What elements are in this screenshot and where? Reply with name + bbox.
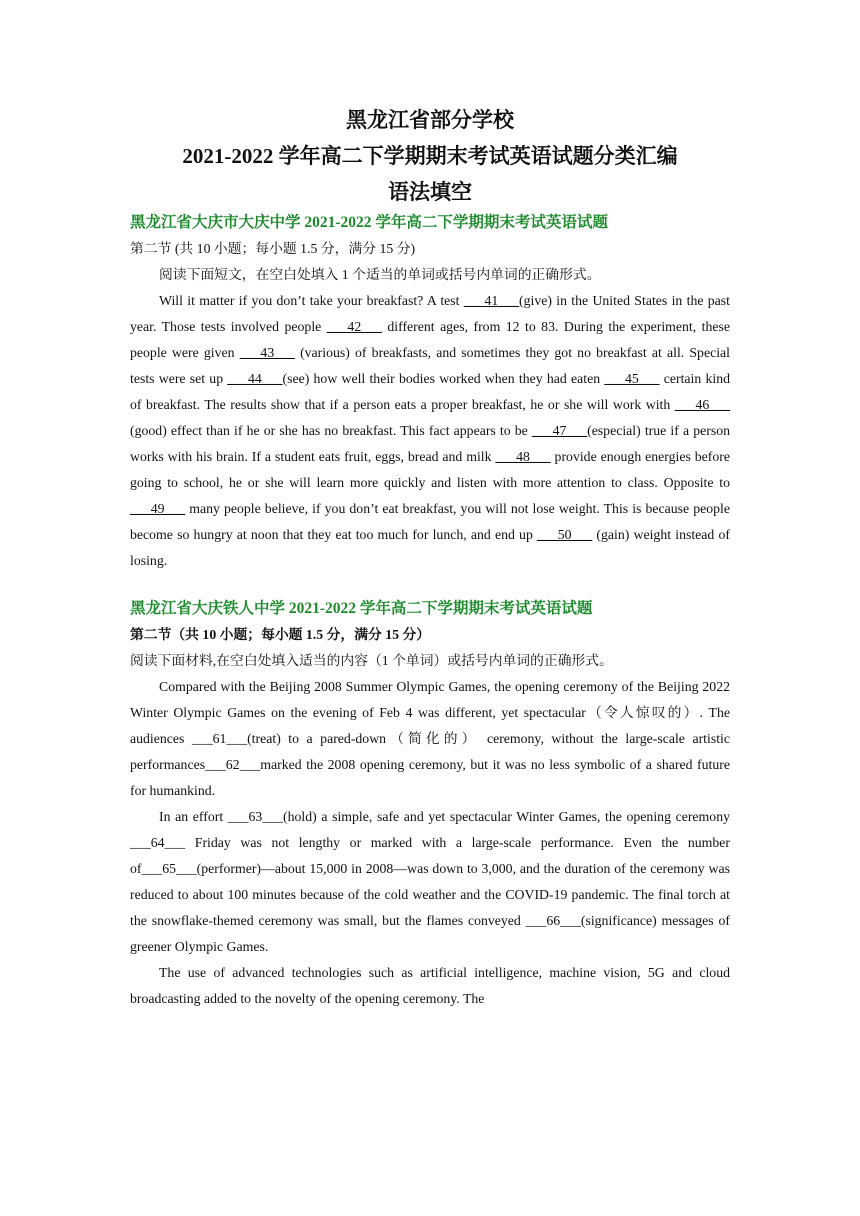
section1-part: 第二节 (共 10 小题；每小题 1.5 分，满分 15 分) <box>130 241 416 256</box>
document-page <box>130 102 730 1012</box>
section2-part: 第二节（共 10 小题；每小题 1.5 分，满分 15 分） <box>130 627 431 642</box>
section1-heading: 黑龙江省大庆市大庆中学 2021-2022 学年高二下学期期末考试英语试题 <box>130 214 608 231</box>
passage-text: (give) in the United States in the past year. Those tests involved people <box>130 293 730 334</box>
blank-42: ___42___ <box>326 319 382 334</box>
passage-text: (especial) true if a person works with his brain. If a student eats fruit, eggs, bread and milk <box>130 423 730 464</box>
section2-paragraph-1: Compared with the Beijing 2008 Summer Olympic Games, the opening ceremony of the Beijing 2022 Winter Olympic Games on the evening of Feb 4 was different, yet spectacular（令人惊叹的）. The audiences ___61___(treat) to a pared-down（简化的） ceremony, without the large-scale artistic performances___62___marked the 2008 opening ceremony, but it was no less symbolic of a shared future for humankind. <box>130 679 730 798</box>
blank-48: ___48___ <box>495 449 551 464</box>
passage-text: (good) effect than if he or she has no breakfast. This fact appears to be <box>130 423 532 438</box>
doc-title-line3: 语法填空 <box>388 180 472 204</box>
passage-text: different ages, from 12 to 83. During the experiment, these people were given <box>130 319 731 360</box>
section1-instruction: 阅读下面短文，在空白处填入 1 个适当的单词或括号内单词的正确形式。 <box>159 267 601 282</box>
section2-instruction: 阅读下面材料,在空白处填入适当的内容（1 个单词）或括号内单词的正确形式。 <box>130 653 613 668</box>
section1-passage <box>130 288 730 574</box>
section2-paragraph-2: In an effort ___63___(hold) a simple, safe and yet spectacular Winter Games, the opening ceremony ___64___ Friday was not lengthy or marked with a large-scale performance. Even the number of___65___(performer)—about 15,000 in 2008—was down to 3,000, and the duration of the ceremony was reduced to about 100 minutes because of the cold weather and the COVID-19 pandemic. The final torch at the snowflake-themed ceremony was small, but the flames conveyed ___66___(significance) messages of greener Olympic Games. <box>130 809 730 954</box>
blank-43: ___43___ <box>239 345 295 360</box>
doc-title-line1: 黑龙江省部分学校 <box>346 108 514 132</box>
section-spacer <box>130 574 730 596</box>
blank-47: ___47___ <box>531 423 588 438</box>
passage-text: provide enough energies before going to school, he or she will learn more quickly and listen with more attention to class. Opposite to <box>130 449 731 490</box>
passage-text: certain kind of breakfast. The results show that if a person eats a proper breakfast, he or she will work with <box>130 371 731 412</box>
blank-45: ___45___ <box>604 371 660 386</box>
blank-49: ___49___ <box>130 501 186 516</box>
doc-title-line2: 2021-2022 学年高二下学期期末考试英语试题分类汇编 <box>182 144 678 168</box>
section2-heading: 黑龙江省大庆铁人中学 2021-2022 学年高二下学期期末考试英语试题 <box>130 600 593 617</box>
passage-text: (gain) weight instead of losing. <box>130 527 730 568</box>
blank-46: ___46___ <box>674 397 730 412</box>
blank-41: ___41___ <box>463 293 519 308</box>
passage-text: Will it matter if you don’t take your breakfast? A test <box>159 293 464 308</box>
blank-44: ___44___ <box>227 371 283 386</box>
passage-text: (various) of breakfasts, and sometimes they got no breakfast at all. Special tests were set up <box>130 345 730 386</box>
blank-50: ___50___ <box>537 527 593 542</box>
passage-text: many people believe, if you don’t eat breakfast, you will not lose weight. This is because people become so hungry at noon that they eat too much for lunch, and end up <box>130 501 730 542</box>
section2-paragraph-3: The use of advanced technologies such as artificial intelligence, machine vision, 5G and cloud broadcasting added to the novelty of the opening ceremony. The <box>130 965 730 1006</box>
passage-text: (see) how well their bodies worked when they had eaten <box>282 371 605 386</box>
